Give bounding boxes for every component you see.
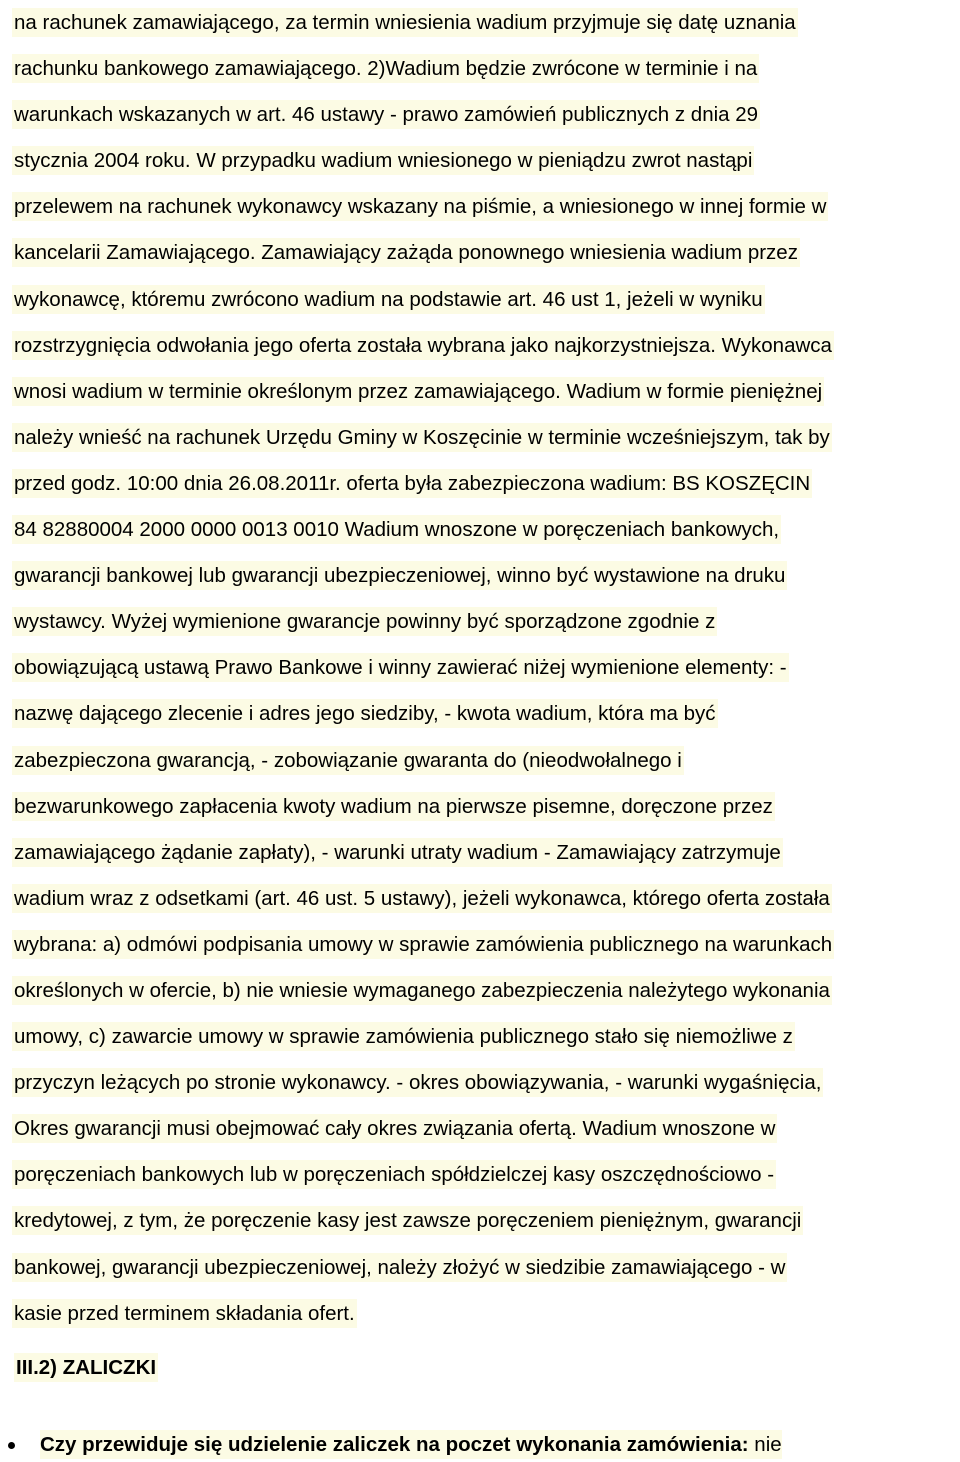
text-line [12, 922, 957, 968]
text-line [12, 645, 957, 691]
text-line [12, 461, 957, 507]
text-line [12, 369, 957, 415]
text-line-content: należy wnieść na rachunek Urzędu Gminy w Koszęcinie w terminie wcześniejszym, tak by [12, 423, 832, 452]
text-line-content: poręczeniach bankowych lub w poręczeniach spółdzielczej kasy oszczędnościowo - [12, 1160, 776, 1189]
text-line-content: bankowej, gwarancji ubezpieczeniowej, należy złożyć w siedzibie zamawiającego - w [12, 1253, 787, 1282]
text-line-content: nazwę dającego zlecenie i adres jego siedziby, - kwota wadium, która ma być [12, 699, 718, 728]
text-line-content: wadium wraz z odsetkami (art. 46 ust. 5 ustawy), jeżeli wykonawca, którego oferta została [12, 884, 832, 913]
text-line [12, 1060, 957, 1106]
text-line [12, 1198, 957, 1244]
text-line [12, 46, 957, 92]
bullet-icon [8, 1442, 15, 1449]
text-line [12, 0, 957, 46]
text-line-content: bezwarunkowego zapłacenia kwoty wadium na pierwsze pisemne, doręczone przez [12, 792, 775, 821]
text-line-content: 84 82880004 2000 0000 0013 0010 Wadium wnoszone w poręczeniach bankowych, [12, 515, 781, 544]
text-line-content: obowiązującą ustawą Prawo Bankowe i winny zawierać niżej wymienione elementy: - [12, 653, 789, 682]
text-line-content: wybrana: a) odmówi podpisania umowy w sprawie zamówienia publicznego na warunkach [12, 930, 834, 959]
text-line-content: przed godz. 10:00 dnia 26.08.2011r. oferta była zabezpieczona wadium: BS KOSZĘCIN [12, 469, 812, 498]
text-line [12, 1291, 957, 1337]
text-line [12, 1245, 957, 1291]
text-line [12, 599, 957, 645]
question-text: Czy przewiduje się udzielenie zaliczek na poczet wykonania zamówienia: [40, 1433, 749, 1456]
text-line-content: Okres gwarancji musi obejmować cały okres związania ofertą. Wadium wnoszone w [12, 1114, 777, 1143]
text-line [12, 138, 957, 184]
answer-text: nie [748, 1433, 782, 1456]
text-line [12, 507, 957, 553]
text-line-content: przyczyn leżących po stronie wykonawcy. - okres obowiązywania, - warunki wygaśnięcia, [12, 1068, 823, 1097]
text-line [12, 184, 957, 230]
section-heading-text: III.2) ZALICZKI [14, 1353, 158, 1382]
text-line [12, 1014, 957, 1060]
text-line-content: wykonawcę, któremu zwrócono wadium na podstawie art. 46 ust 1, jeżeli w wyniku [12, 285, 765, 314]
text-line [12, 830, 957, 876]
text-line-content: rozstrzygnięcia odwołania jego oferta została wybrana jako najkorzystniejsza. Wykonawca [12, 331, 834, 360]
text-line [12, 323, 957, 369]
text-line-content: określonych w ofercie, b) nie wniesie wymaganego zabezpieczenia należytego wykonania [12, 976, 832, 1005]
text-line [12, 968, 957, 1014]
text-line-content: kredytowej, z tym, że poręczenie kasy jest zawsze poręczeniem pieniężnym, gwarancji [12, 1206, 803, 1235]
text-line-content: kancelarii Zamawiającego. Zamawiający zażąda ponownego wniesienia wadium przez [12, 238, 800, 267]
text-line [12, 415, 957, 461]
section-heading [14, 1350, 158, 1386]
list-item [0, 1428, 960, 1462]
text-line-content: kasie przed terminem składania ofert. [12, 1299, 357, 1328]
text-line-content: stycznia 2004 roku. W przypadku wadium wniesionego w pieniądzu zwrot nastąpi [12, 146, 754, 175]
text-line [12, 876, 957, 922]
text-line-content: gwarancji bankowej lub gwarancji ubezpieczeniowej, winno być wystawione na druku [12, 561, 787, 590]
text-line-content: na rachunek zamawiającego, za termin wniesienia wadium przyjmuje się datę uznania [12, 8, 798, 37]
text-line [12, 553, 957, 599]
text-line-content: zamawiającego żądanie zapłaty), - warunki utraty wadium - Zamawiający zatrzymuje [12, 838, 783, 867]
text-line-content: przelewem na rachunek wykonawcy wskazany na piśmie, a wniesionego w innej formie w [12, 192, 828, 221]
text-line-content: umowy, c) zawarcie umowy w sprawie zamówienia publicznego stało się niemożliwe z [12, 1022, 795, 1051]
text-line-content: wnosi wadium w terminie określonym przez zamawiającego. Wadium w formie pieniężnej [12, 377, 824, 406]
text-line [12, 691, 957, 737]
text-line [12, 1106, 957, 1152]
text-line [12, 738, 957, 784]
text-line [12, 784, 957, 830]
body-text [12, 0, 957, 1337]
text-line [12, 1152, 957, 1198]
text-line-content: warunkach wskazanych w art. 46 ustawy - prawo zamówień publicznych z dnia 29 [12, 100, 760, 129]
bullet-text [40, 1428, 782, 1462]
text-line-content: zabezpieczona gwarancją, - zobowiązanie gwaranta do (nieodwołalnego i [12, 746, 684, 775]
text-line [12, 92, 957, 138]
text-line-content: wystawcy. Wyżej wymienione gwarancje powinny być sporządzone zgodnie z [12, 607, 717, 636]
text-line [12, 277, 957, 323]
text-line [12, 230, 957, 276]
text-line-content: rachunku bankowego zamawiającego. 2)Wadium będzie zwrócone w terminie i na [12, 54, 759, 83]
